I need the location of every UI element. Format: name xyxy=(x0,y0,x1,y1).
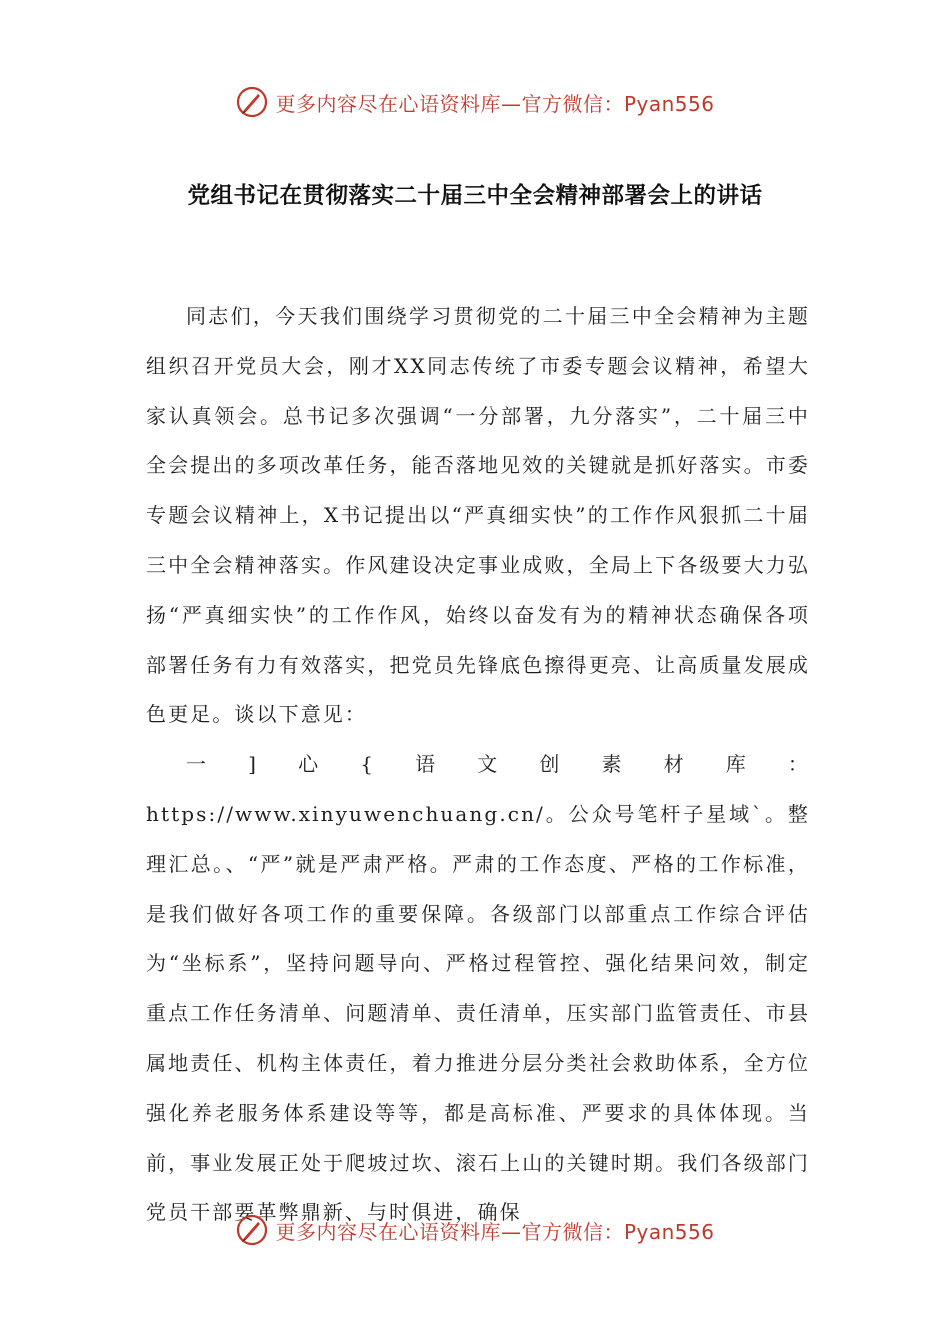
paragraph: 一]心{语文创素材库：https://www.xinyuwenchuang.cn/。公众号笔杆子星域`。整理汇总。、“严”就是严肃严格。严肃的工作态度、严格的工作标准，是我们做好各项工作的重要保障。各级部门以部重点工作综合评估为“坐标系”，坚持问题导向、严格过程管控、强化结果问效，制定重点工作任务清单、问题清单、责任清单，压实部门监管责任、市县属地责任、机构主体责任，着力推进分层分类社会救助体系，全方位强化养老服务体系建设等等，都是高标准、严要求的具体体现。当前，事业发展正处于爬坡过坎、滚石上山的关键时期。我们各级部门党员干部要革弊鼎新、与时俱进，确保 xyxy=(146,752,810,1225)
quill-pen-icon xyxy=(235,1213,269,1247)
header-watermark-banner xyxy=(0,80,950,124)
footer-watermark-banner xyxy=(0,1208,950,1252)
document-body xyxy=(146,292,810,1238)
watermark-text: 更多内容尽在心语资料库—官方微信：Pyan556 xyxy=(275,1219,715,1244)
document-title: 党组书记在贯彻落实二十届三中全会精神部署会上的讲话 xyxy=(187,183,763,209)
watermark-text: 更多内容尽在心语资料库—官方微信：Pyan556 xyxy=(275,91,715,116)
quill-pen-icon xyxy=(235,85,269,119)
paragraph: 同志们，今天我们围绕学习贯彻党的二十届三中全会精神为主题组织召开党员大会，刚才XX同志传统了市委专题会议精神，希望大家认真领会。总书记多次强调“一分部署，九分落实”，二十届三中全会提出的多项改革任务，能否落地见效的关键就是抓好落实。市委专题会议精神上，X书记提出以“严真细实快”的工作作风狠抓二十届三中全会精神落实。作风建设决定事业成败，全局上下各级要大力弘扬“严真细实快”的工作作风，始终以奋发有为的精神状态确保各项部署任务有力有效落实，把党员先锋底色擦得更亮、让高质量发展成色更足。谈以下意见： xyxy=(146,304,810,727)
